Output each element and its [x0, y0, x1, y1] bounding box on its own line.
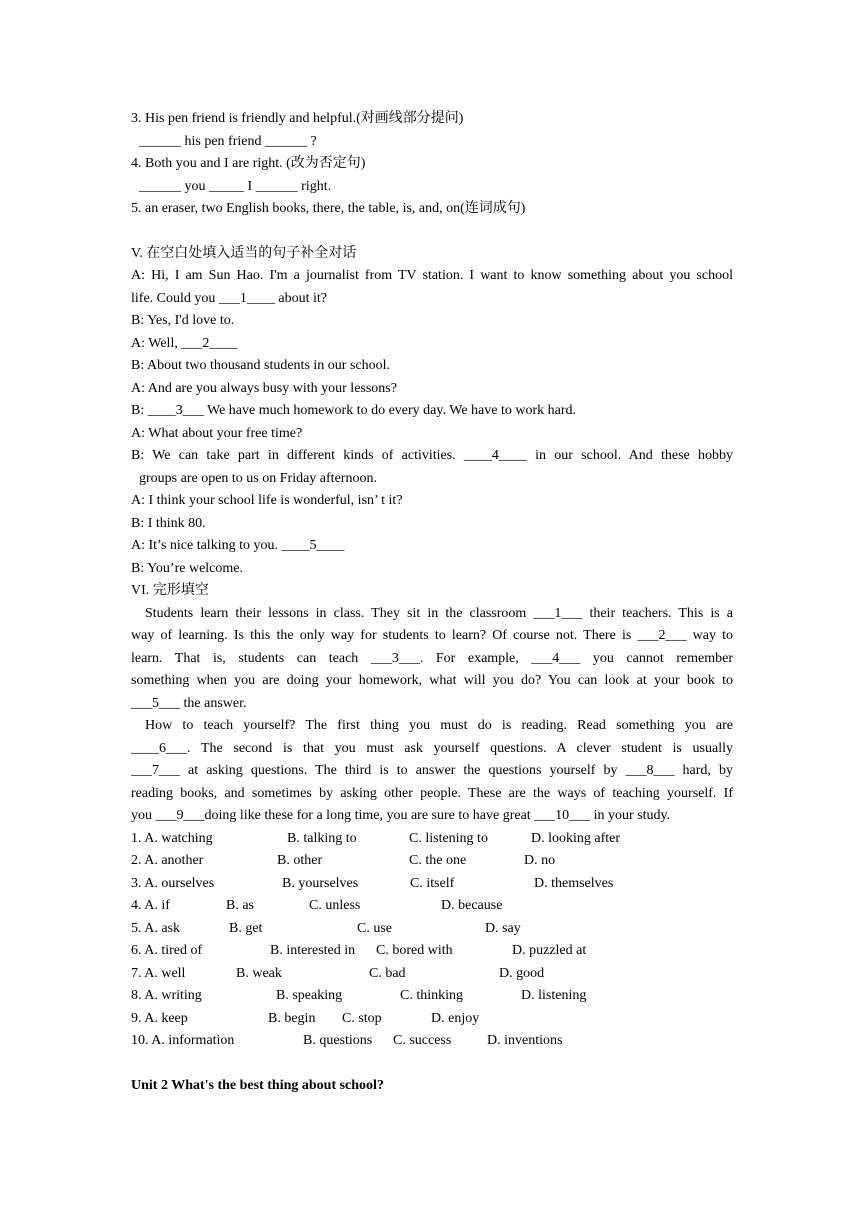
option-d: D. good	[499, 965, 545, 981]
dialogue-line: groups are open to us on Friday afternoon.	[139, 470, 377, 486]
option-row	[131, 895, 733, 918]
unit-heading: Unit 2 What's the best thing about school?	[131, 1077, 384, 1093]
option-b: B. interested in	[270, 943, 356, 958]
dialogue-line: A: What about your free time?	[131, 425, 303, 441]
option-d: D. themselves	[534, 875, 614, 891]
passage-line: ___7___ at asking questions. The third is to answer the questions yourself by ___8___ hard, by	[131, 763, 733, 778]
option-a: 9. A. keep	[131, 1010, 188, 1026]
option-d: D. inventions	[487, 1033, 563, 1048]
dialogue-line: B: We can take part in different kinds of activities. ____4____ in our school. And these hobby	[131, 448, 733, 463]
option-b: B. talking to	[287, 830, 357, 846]
dialogue-line: B: About two thousand students in our school.	[131, 358, 390, 373]
option-d: D. puzzled at	[512, 943, 587, 958]
dialogue-line: B: I think 80.	[131, 515, 206, 531]
option-c: C. bored with	[376, 943, 453, 958]
dialogue-line: A: Well, ___2____	[131, 335, 238, 351]
option-row	[131, 1008, 733, 1031]
option-a: 7. A. well	[131, 965, 186, 981]
passage-line: ___5___ the answer.	[131, 695, 247, 711]
dialogue-line: life. Could you ___1____ about it?	[131, 290, 327, 306]
option-d: D. looking after	[531, 830, 621, 846]
option-b: B. questions	[303, 1033, 373, 1048]
passage-line: How to teach yourself? The first thing you must do is reading. Read something you are	[145, 718, 733, 733]
option-d: D. listening	[521, 988, 587, 1003]
option-a: 5. A. ask	[131, 920, 180, 936]
dialogue-line: A: And are you always busy with your lessons?	[131, 380, 397, 396]
question-4: 4. Both you and I are right. (改为否定句)	[131, 156, 366, 171]
option-c: C. unless	[309, 898, 361, 913]
option-b: B. as	[226, 898, 254, 913]
option-d: D. enjoy	[431, 1010, 480, 1026]
question-3: 3. His pen friend is friendly and helpful.(对画线部分提问)	[131, 111, 464, 126]
option-row	[131, 873, 733, 896]
question-5: 5. an eraser, two English books, there, the table, is, and, on(连词成句)	[131, 201, 526, 216]
section-vi-heading: VI. 完形填空	[131, 583, 209, 598]
option-c: C. stop	[342, 1010, 382, 1026]
option-c: C. the one	[409, 853, 467, 868]
option-c: C. success	[393, 1033, 452, 1048]
option-b: B. yourselves	[282, 875, 359, 891]
option-d: D. no	[524, 853, 556, 868]
question-4-blank: ______ you _____ I ______ right.	[139, 178, 332, 194]
option-b: B. begin	[268, 1010, 316, 1026]
option-c: C. itself	[410, 875, 455, 891]
option-row	[131, 985, 733, 1008]
passage-line: you ___9___doing like these for a long time, you are sure to have great ___10___ in your study.	[131, 808, 671, 823]
option-row	[131, 1030, 733, 1053]
passage-line: ____6___. The second is that you must ask yourself questions. A clever student is usually	[131, 740, 733, 756]
option-c: C. listening to	[409, 830, 488, 846]
option-d: D. say	[485, 920, 521, 936]
option-row	[131, 850, 733, 873]
section-v-heading: V. 在空白处填入适当的句子补全对话	[131, 245, 357, 261]
dialogue-line: B: ____3___ We have much homework to do every day. We have to work hard.	[131, 403, 576, 418]
option-b: B. weak	[236, 965, 282, 981]
option-a: 3. A. ourselves	[131, 875, 215, 891]
passage-line: reading books, and sometimes by asking other people. These are the ways of teaching yourself. If	[131, 785, 733, 801]
option-c: C. thinking	[400, 988, 464, 1003]
option-a: 2. A. another	[131, 853, 204, 868]
passage-line: way of learning. Is this the only way for students to learn? Of course not. There is ___2___ way to	[131, 628, 733, 643]
option-c: C. use	[357, 920, 392, 936]
option-b: B. get	[229, 920, 263, 936]
option-a: 8. A. writing	[131, 988, 202, 1003]
option-a: 6. A. tired of	[131, 943, 203, 958]
option-a: 10. A. information	[131, 1033, 235, 1048]
option-d: D. because	[441, 898, 503, 913]
option-row	[131, 918, 733, 941]
question-3-blank: ______ his pen friend ______ ?	[139, 133, 317, 149]
option-c: C. bad	[369, 965, 406, 981]
option-b: B. other	[277, 853, 323, 868]
document-page	[131, 108, 733, 1097]
dialogue-line: A: I think your school life is wonderful, isn’ t it?	[131, 493, 403, 508]
option-a: 4. A. if	[131, 898, 170, 913]
passage-line: Students learn their lessons in class. They sit in the classroom ___1___ their teachers. This is a	[145, 605, 733, 621]
option-row	[131, 963, 733, 986]
dialogue-line: B: Yes, I'd love to.	[131, 313, 235, 328]
option-row	[131, 828, 733, 851]
dialogue-line: A: Hi, I am Sun Hao. I'm a journalist from TV station. I want to know something about you school	[131, 268, 733, 283]
passage-line: learn. That is, students can teach ___3___. For example, ___4___ you cannot remember	[131, 650, 733, 666]
option-row	[131, 940, 733, 963]
option-b: B. speaking	[276, 988, 343, 1003]
passage-line: something when you are doing your homework, what will you do? You can look at your book to	[131, 673, 733, 688]
option-a: 1. A. watching	[131, 830, 213, 846]
dialogue-line: A: It’s nice talking to you. ____5____	[131, 538, 345, 553]
dialogue-line: B: You’re welcome.	[131, 560, 243, 576]
